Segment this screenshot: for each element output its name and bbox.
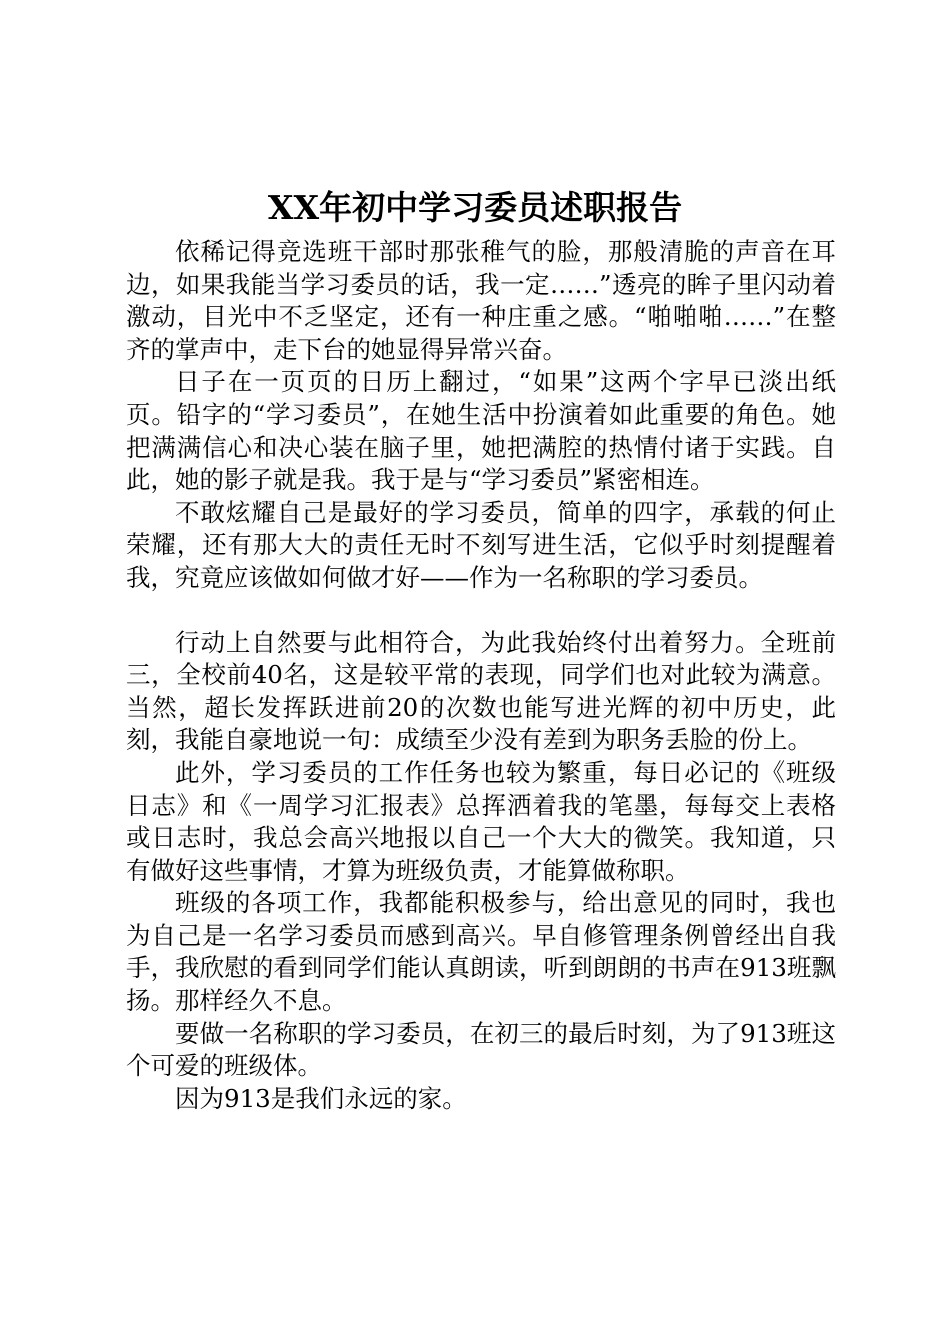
paragraph-2: 日子在一页页的日历上翻过，“如果”这两个字早已淡出纸页。铅字的“学习委员”，在她生活中扮演着如此重要的角色。她把满满信心和决心装在脑子里，她把满腔的热情付诸于实践。自此，她的影子就是我。我于是与“学习委员”紧密相连。	[126, 367, 836, 495]
paragraph-4: 行动上自然要与此相符合，为此我始终付出着努力。全班前三，全校前40名，这是较平常的表现，同学们也对此较为满意。当然，超长发挥跃进前20的次数也能写进光辉的初中历史，此刻，我能自豪地说一句：成绩至少没有差到为职务丢脸的份上。	[126, 627, 836, 755]
paragraph-7: 要做一名称职的学习委员，在初三的最后时刻，为了913班这个可爱的班级体。	[126, 1018, 836, 1081]
document-title: XX年初中学习委员述职报告	[267, 188, 683, 227]
paragraph-6: 班级的各项工作，我都能积极参与，给出意见的同时，我也为自己是一名学习委员而感到高兴。早自修管理条例曾经出自我手，我欣慰的看到同学们能认真朗读，听到朗朗的书声在913班飘扬。那样经久不息。	[126, 888, 836, 1016]
paragraph-1: 依稀记得竞选班干部时那张稚气的脸，那般清脆的声音在耳边，如果我能当学习委员的话，我一定……”透亮的眸子里闪动着激动，目光中不乏坚定，还有一种庄重之感。“啪啪啪……”在整齐的掌声中，走下台的她显得异常兴奋。	[126, 237, 836, 364]
paragraph-8: 因为913是我们永远的家。	[175, 1083, 467, 1113]
document-body	[126, 236, 836, 1115]
paragraph-3: 不敢炫耀自己是最好的学习委员，简单的四字，承载的何止荣耀，还有那大大的责任无时不刻写进生活，它似乎时刻提醒着我，究竟应该做如何做才好——作为一名称职的学习委员。	[126, 497, 836, 592]
paragraph-5: 此外，学习委员的工作任务也较为繁重，每日必记的《班级日志》和《一周学习汇报表》总挥洒着我的笔墨，每每交上表格或日志时，我总会高兴地报以自己一个大大的微笑。我知道，只有做好这些事情，才算为班级负责，才能算做称职。	[126, 757, 836, 885]
